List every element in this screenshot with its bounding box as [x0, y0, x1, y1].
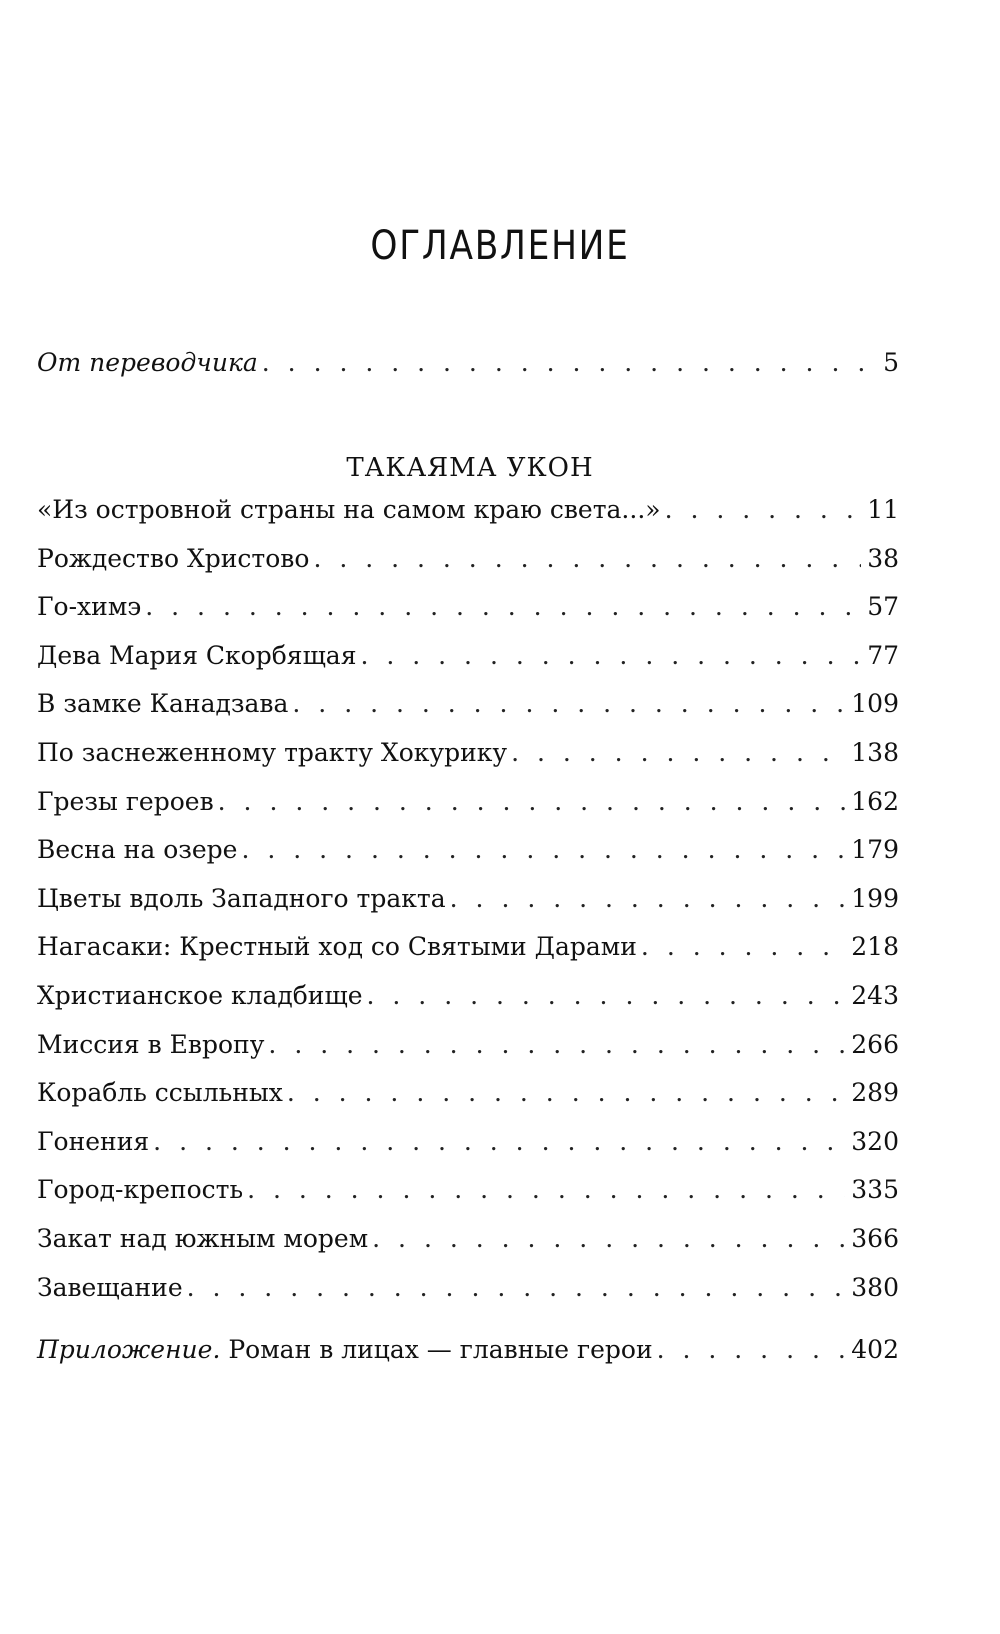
- toc-entry: [37, 830, 899, 870]
- toc-page-number: 38: [867, 543, 899, 573]
- toc-entry: [37, 636, 899, 676]
- toc-page-number: 218: [851, 932, 899, 962]
- leader-dots: [268, 1025, 845, 1065]
- leader-dots: [247, 1170, 845, 1210]
- leader-dots: [450, 879, 846, 919]
- toc-entry-title: Весна на озере: [37, 835, 238, 865]
- toc-entry: [37, 1122, 899, 1162]
- toc-entry: [37, 587, 899, 627]
- leader-dots: [367, 976, 846, 1016]
- toc-page-number: 320: [851, 1126, 899, 1156]
- toc-page-number: 77: [867, 640, 899, 670]
- leader-dots: [313, 539, 861, 579]
- toc-page-number: 289: [851, 1078, 899, 1108]
- toc-entry-title: «Из островной страны на самом краю света...»: [37, 495, 661, 524]
- toc-page-number: 5: [883, 348, 899, 377]
- leader-dots: [287, 1073, 845, 1113]
- leader-dots: [187, 1268, 846, 1308]
- toc-entry-title: Завещание: [37, 1272, 183, 1302]
- leader-dots: [360, 636, 861, 676]
- leader-dots: [153, 1122, 845, 1162]
- toc-page-number: 366: [851, 1224, 899, 1253]
- leader-dots: [665, 490, 862, 530]
- toc-entry: [37, 1268, 899, 1308]
- toc-entry: [37, 490, 899, 530]
- toc-entry: [37, 733, 899, 773]
- toc-entry: [37, 879, 899, 919]
- toc-entry-title: Гонения: [37, 1126, 150, 1156]
- toc-entry: [37, 1073, 899, 1113]
- toc-entry-front: [37, 343, 899, 383]
- leader-dots: [262, 343, 863, 383]
- leader-dots: [657, 1330, 846, 1370]
- leader-dots: [145, 587, 861, 627]
- toc-entry: [37, 539, 899, 579]
- toc-page-number: 109: [851, 689, 899, 719]
- toc-entry-title: Рождество Христово: [37, 543, 310, 573]
- toc-page-number: 402: [851, 1335, 899, 1364]
- toc-entry-title: Дева Мария Скорбящая: [37, 640, 357, 670]
- toc-entry-title: От переводчика: [37, 348, 258, 377]
- toc-entry-title: Нагасаки: Крестный ход со Святыми Дарами: [37, 932, 637, 962]
- toc-page-number: 11: [867, 495, 899, 524]
- toc-entry-title: В замке Канадзава: [37, 689, 289, 719]
- leader-dots: [511, 733, 845, 773]
- toc-entry-appendix: [37, 1330, 899, 1370]
- toc-page-number: 380: [851, 1272, 899, 1302]
- toc-page-number: 335: [851, 1175, 899, 1205]
- toc-page-number: 266: [851, 1029, 899, 1059]
- toc-entry: [37, 782, 899, 822]
- toc-entry-title: Миссия в Европу: [37, 1029, 265, 1059]
- toc-entry-title: По заснеженному тракту Хокурику: [37, 738, 508, 767]
- page-title: ОГЛАВЛЕНИЕ: [370, 223, 630, 269]
- leader-dots: [292, 684, 845, 724]
- toc-entry-title: Цветы вдоль Западного тракта: [37, 883, 446, 913]
- toc-entry-title: Город-крепость: [37, 1175, 244, 1205]
- toc-entry: [37, 976, 899, 1016]
- toc-page-number: 57: [867, 592, 899, 622]
- leader-dots: [641, 927, 845, 967]
- toc-page-number: 243: [851, 981, 899, 1010]
- toc-page-number: 179: [851, 835, 899, 865]
- toc-entry: [37, 1219, 899, 1259]
- toc-entry-title: Приложение. Роман в лицах — главные герои: [37, 1335, 653, 1364]
- leader-dots: [241, 830, 845, 870]
- toc-page-number: 162: [851, 786, 899, 816]
- toc-entry: [37, 1025, 899, 1065]
- leader-dots: [218, 782, 846, 822]
- toc-page-number: 138: [851, 738, 899, 767]
- toc-entry-title: Го-химэ: [37, 592, 142, 622]
- toc-entry-title: Корабль ссыльных: [37, 1078, 283, 1108]
- toc-entry: [37, 927, 899, 967]
- section-heading: ТАКАЯМА УКОН: [346, 453, 594, 483]
- toc-entry-title: Закат над южным морем: [37, 1224, 369, 1253]
- leader-dots: [372, 1219, 845, 1259]
- toc-entry-title: Христианское кладбище: [37, 981, 363, 1010]
- toc-page-number: 199: [851, 883, 899, 913]
- toc-entry: [37, 684, 899, 724]
- toc-entry-title: Грезы героев: [37, 786, 214, 816]
- toc-entry: [37, 1170, 899, 1210]
